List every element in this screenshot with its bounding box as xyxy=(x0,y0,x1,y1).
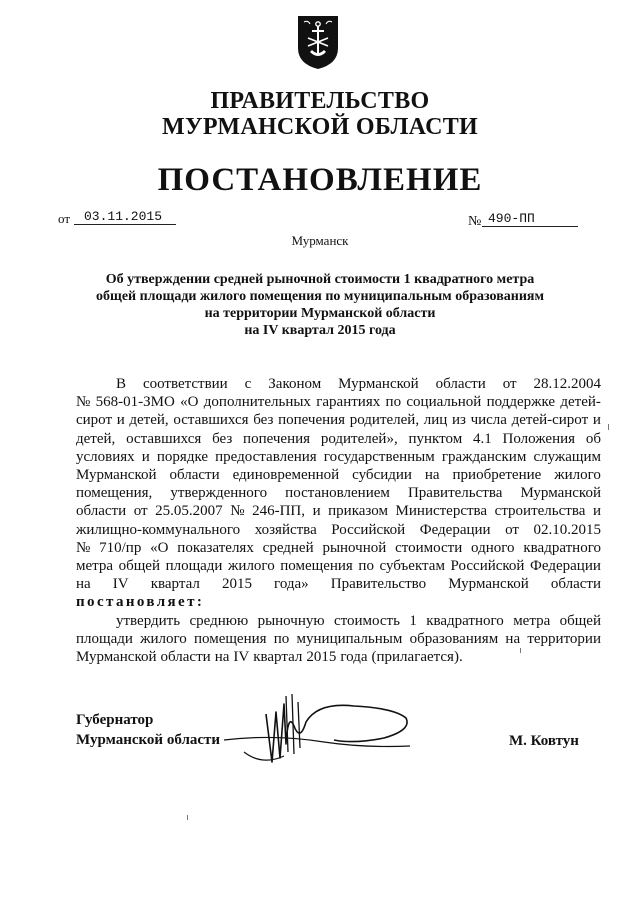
word: условиях xyxy=(76,448,135,465)
word: года» xyxy=(274,576,309,593)
word: средней xyxy=(262,539,314,556)
word: «О xyxy=(150,539,169,556)
document-title xyxy=(80,271,560,339)
title-line: на IV квартал 2015 года xyxy=(244,323,396,338)
word: среднюю xyxy=(189,612,249,629)
word: 1 xyxy=(409,612,417,629)
word: на xyxy=(76,576,91,593)
word: от xyxy=(133,503,148,520)
word: попечения xyxy=(278,412,346,429)
word: (прилагается). xyxy=(371,649,463,666)
word: 246-ПП, xyxy=(252,503,305,520)
city-name: Мурманск xyxy=(291,233,349,248)
word: Правительство xyxy=(330,576,427,593)
preamble-line xyxy=(76,539,601,557)
word: государственным xyxy=(323,448,435,465)
word: Российской xyxy=(450,558,525,575)
coat-of-arms-icon xyxy=(296,14,340,70)
government-name-line2: МУРМАНСКОЙ ОБЛАСТИ xyxy=(162,114,478,140)
word: Мурманской xyxy=(520,485,601,502)
word: постановлением xyxy=(285,485,390,502)
word: родителей, xyxy=(349,412,420,429)
word: детей-сирот xyxy=(511,412,589,429)
word: без xyxy=(212,430,233,447)
preamble-line xyxy=(76,575,601,593)
word: оставшихся xyxy=(173,412,249,429)
word: Правительства xyxy=(407,485,503,502)
government-name-line1: ПРАВИТЕЛЬСТВО xyxy=(210,88,430,114)
word: жилого xyxy=(228,558,275,575)
word: показателях xyxy=(177,539,254,556)
title-line: общей площади жилого помещения по муниципальным образованиям xyxy=(96,289,544,304)
word: 2015 xyxy=(221,576,252,593)
word: помещения, xyxy=(76,485,153,502)
word: В xyxy=(116,376,127,392)
word: образованиям xyxy=(409,630,499,647)
word: детей- xyxy=(560,394,601,411)
document-type-heading: ПОСТАНОВЛЕНИЕ xyxy=(157,162,483,198)
word: квадратного xyxy=(426,612,504,629)
word: от xyxy=(505,521,519,538)
word: № xyxy=(76,539,91,556)
word: помещения xyxy=(280,558,353,575)
word: общей xyxy=(559,612,601,629)
word: гражданским xyxy=(441,448,527,465)
preamble-line xyxy=(76,557,601,575)
word: 25.05.2007 xyxy=(155,503,223,520)
word: помещения xyxy=(193,630,267,647)
scan-speck xyxy=(520,648,521,653)
word: Положения xyxy=(502,430,576,447)
word: «О xyxy=(180,394,199,411)
word: субъектам xyxy=(379,558,445,575)
word: области xyxy=(435,376,486,392)
word: IV xyxy=(233,649,250,666)
scan-speck xyxy=(608,424,609,430)
word: жилого xyxy=(140,630,187,647)
preamble-line xyxy=(76,375,601,393)
word: строительства xyxy=(494,503,586,520)
word: года xyxy=(340,649,368,666)
word: без xyxy=(253,412,274,429)
preamble-line xyxy=(76,448,601,466)
document-body xyxy=(76,375,601,666)
word: субсидии xyxy=(352,467,412,484)
resolution-line xyxy=(76,630,601,648)
word: общей xyxy=(118,558,160,575)
word: 2015 xyxy=(306,649,337,666)
word: хозяйства xyxy=(254,521,317,538)
word: Федерации xyxy=(530,558,601,575)
preamble-line xyxy=(76,484,601,502)
word: рыночной xyxy=(322,539,387,556)
word: метра xyxy=(513,612,551,629)
word: утвердить xyxy=(116,612,181,629)
decree-word: постановляет: xyxy=(76,594,205,611)
word: 568-01-ЗМО xyxy=(95,394,175,411)
date-prefix: от xyxy=(58,211,71,226)
word: по xyxy=(385,394,402,411)
word: пунктом xyxy=(408,430,463,447)
word: рыночную xyxy=(257,612,325,629)
word: детей, xyxy=(76,430,116,447)
word: стоимость xyxy=(333,612,400,629)
word: 710/пр xyxy=(99,539,142,556)
word: дополнительных xyxy=(203,394,311,411)
word: Мурманской xyxy=(338,376,419,392)
word: жилищно-коммунального xyxy=(76,521,241,538)
word: утвержденного xyxy=(170,485,268,502)
word: сирот xyxy=(76,412,113,429)
word: попечения xyxy=(243,430,311,447)
position-line: Мурманской области xyxy=(76,732,221,748)
preamble-line xyxy=(76,521,601,539)
word: служащим xyxy=(533,448,601,465)
document-date: 03.11.2015 xyxy=(74,208,176,225)
word: площади xyxy=(165,558,223,575)
word: социальной xyxy=(406,394,482,411)
resolution-line xyxy=(76,612,601,630)
word: порядке xyxy=(156,448,209,465)
word: Министерства xyxy=(395,503,488,520)
word: № xyxy=(76,394,91,411)
word: соответствии xyxy=(142,376,228,392)
word: метра xyxy=(76,558,114,575)
preamble-line xyxy=(76,466,601,484)
word: поддержке xyxy=(486,394,556,411)
word: квартал xyxy=(150,576,200,593)
word: территории xyxy=(527,630,601,647)
word: Мурманской xyxy=(76,467,157,484)
word: области xyxy=(169,467,220,484)
word: родителей», xyxy=(320,430,398,447)
word: об xyxy=(585,430,601,447)
word: муниципальным xyxy=(296,630,403,647)
resolution-line xyxy=(76,648,601,666)
word: на xyxy=(505,630,521,647)
word: и xyxy=(116,412,125,429)
word: на xyxy=(424,467,440,484)
word: приказом xyxy=(328,503,388,520)
handwritten-signature xyxy=(214,682,414,772)
word: Мурманской xyxy=(448,576,529,593)
word: области xyxy=(550,576,601,593)
title-line: на территории Мурманской области xyxy=(204,306,436,321)
document-number: 490-ПП xyxy=(482,210,578,227)
title-line: Об утверждении средней рыночной стоимости 1 квадратного метра xyxy=(105,272,535,287)
word: и xyxy=(592,412,601,429)
signatory-position xyxy=(76,710,220,750)
word: гарантиях xyxy=(316,394,381,411)
decree-word-line xyxy=(76,593,601,611)
word: Мурманской xyxy=(76,649,157,666)
word: предоставления xyxy=(215,448,317,465)
number-prefix: № xyxy=(468,214,482,229)
word: и xyxy=(312,503,321,520)
word: IV xyxy=(112,576,129,593)
signatory-name: М. Ковтун xyxy=(509,733,579,749)
word: и xyxy=(592,503,601,520)
word: жилого xyxy=(554,467,601,484)
word: 02.10.2015 xyxy=(533,521,601,538)
word: стоимости xyxy=(395,539,463,556)
preamble-line xyxy=(76,411,601,429)
word: лиц xyxy=(423,412,448,429)
word: по xyxy=(358,558,374,575)
preamble-line xyxy=(76,502,601,520)
word: и xyxy=(141,448,150,465)
word: 28.12.2004 xyxy=(533,376,601,392)
word: оставшихся xyxy=(126,430,202,447)
preamble-line xyxy=(76,430,601,448)
word: приобретение xyxy=(452,467,542,484)
word: по xyxy=(273,630,290,647)
word: Российской xyxy=(331,521,406,538)
preamble-line xyxy=(76,393,601,411)
word: квадратного xyxy=(523,539,601,556)
word: Федерации xyxy=(419,521,491,538)
word: области xyxy=(76,503,127,520)
word: 4.1 xyxy=(472,430,492,447)
word: детей, xyxy=(129,412,169,429)
word: на xyxy=(214,649,230,666)
position-line: Губернатор xyxy=(76,712,154,728)
word: № xyxy=(230,503,245,520)
word: квартал xyxy=(253,649,303,666)
scan-speck xyxy=(187,815,188,820)
word: с xyxy=(244,376,252,392)
word: из xyxy=(451,412,466,429)
word: одного xyxy=(471,539,515,556)
word: Законом xyxy=(268,376,322,392)
word: числа xyxy=(470,412,507,429)
word: области xyxy=(160,649,211,666)
word: от xyxy=(502,376,517,392)
word: единовременной xyxy=(232,467,340,484)
word: площади xyxy=(76,630,133,647)
